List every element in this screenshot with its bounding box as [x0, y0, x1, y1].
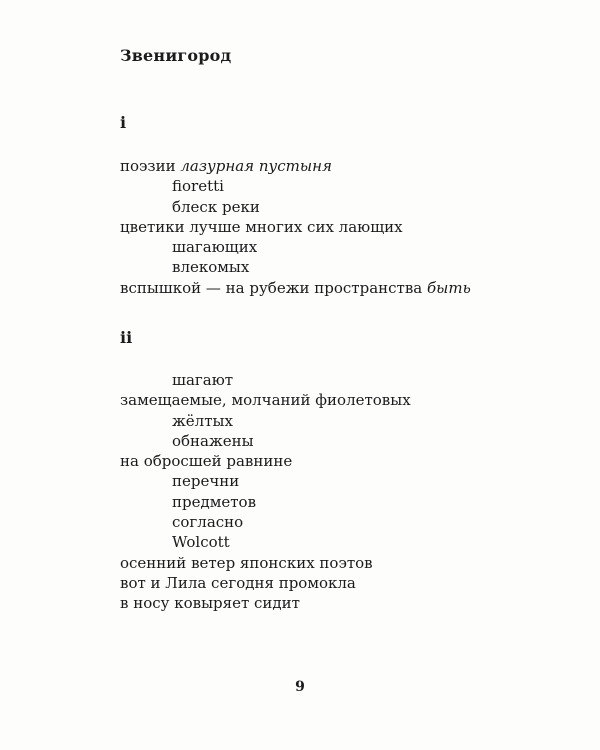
line-text: Wolcott	[172, 533, 230, 552]
line-text: в носу ковыряет сидит	[120, 594, 300, 613]
poem-line	[120, 411, 520, 431]
line-text: жёлтых	[172, 411, 233, 430]
poem-line	[120, 370, 520, 390]
line-text: перечни	[172, 472, 240, 491]
line-text: шагающих	[172, 238, 258, 257]
line-text: на обросшей равнине	[120, 452, 293, 471]
poem-line	[120, 257, 520, 277]
poem-line	[120, 593, 520, 613]
poem-line	[120, 431, 520, 451]
line-text: осенний ветер японских поэтов	[120, 553, 373, 572]
line-text: замещаемые, молчаний фиолетовых	[120, 391, 411, 410]
line-text: блеск реки	[172, 197, 260, 216]
poem-line	[120, 197, 520, 217]
line-text: вспышкой — на рубежи пространства	[120, 278, 428, 297]
poem-line	[120, 278, 520, 298]
poem-line	[120, 176, 520, 196]
poem-line	[120, 512, 520, 532]
poem-line	[120, 217, 520, 237]
italic-text: быть	[427, 278, 471, 297]
poem-line	[120, 573, 520, 593]
line-text: поэзии	[120, 157, 181, 175]
poem-title: Звенигород	[120, 46, 232, 65]
stanza	[120, 370, 520, 614]
line-text: fioretti	[172, 177, 224, 196]
poem-line	[120, 532, 520, 552]
line-text: цветики лучше многих сих лающих	[120, 217, 403, 236]
section-number: ii	[120, 328, 133, 347]
page-number: 9	[295, 679, 305, 695]
section-number: i	[120, 113, 127, 132]
italic-text: лазурная пустыня	[180, 157, 332, 175]
poem-line	[120, 156, 520, 176]
line-text: согласно	[172, 513, 244, 532]
line-text: шагают	[172, 371, 234, 389]
poem-line	[120, 471, 520, 491]
poem-line	[120, 237, 520, 257]
line-text: предметов	[172, 492, 257, 511]
poem-line	[120, 451, 520, 471]
line-text: влекомых	[172, 258, 250, 277]
line-text: обнажены	[172, 431, 254, 450]
poem-line	[120, 390, 520, 410]
poem-line	[120, 492, 520, 512]
poem-line	[120, 553, 520, 573]
stanza	[120, 156, 520, 298]
line-text: вот и Лила сегодня промокла	[120, 573, 356, 592]
